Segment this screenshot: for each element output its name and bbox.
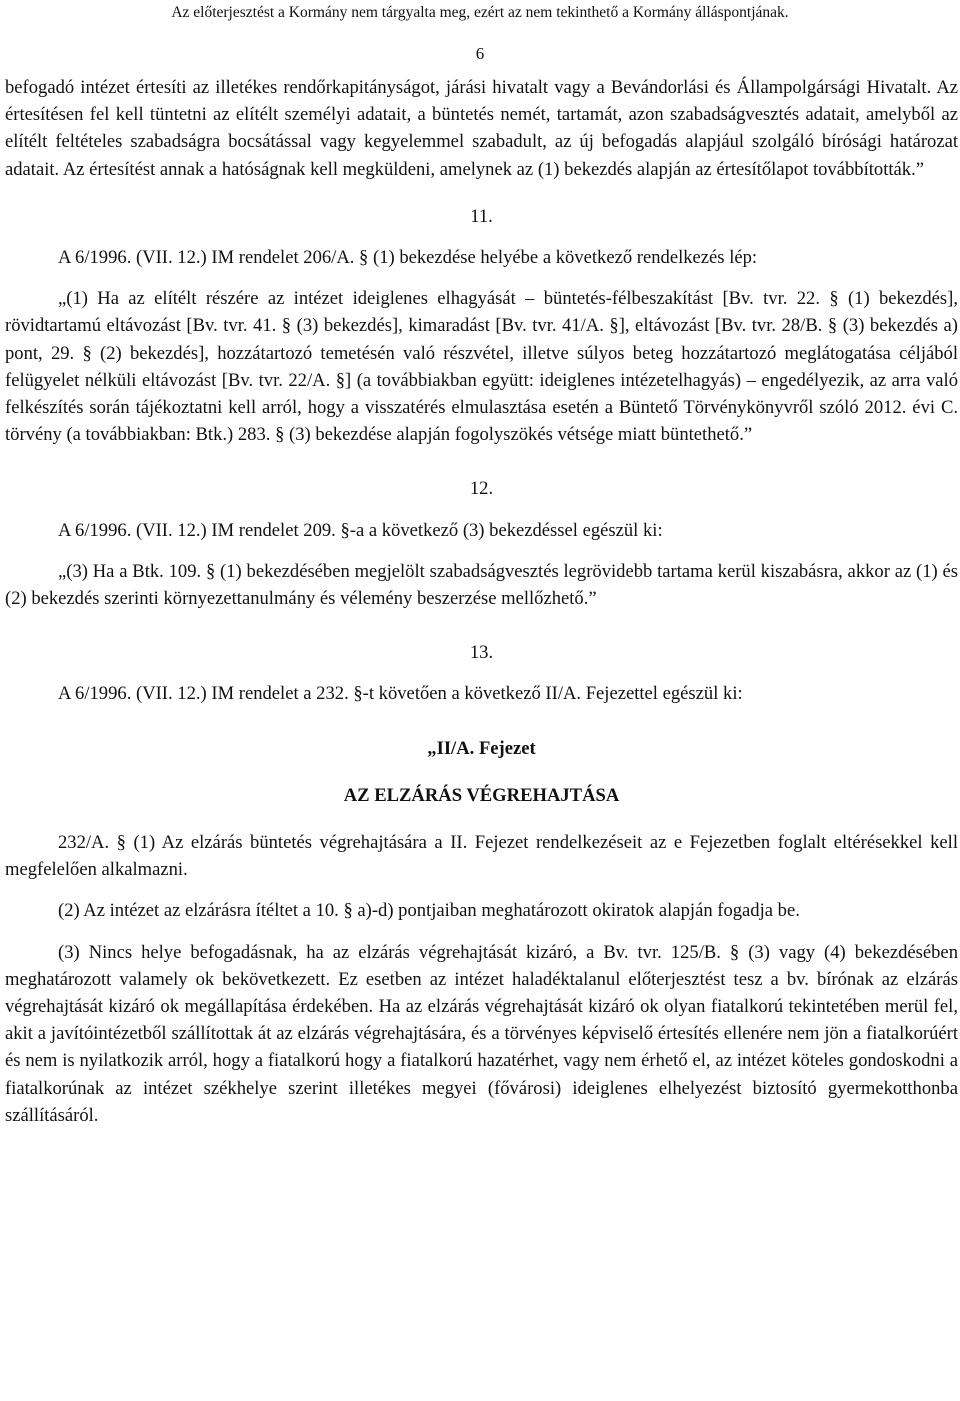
section-12-intro: A 6/1996. (VII. 12.) IM rendelet 209. §-a a következő (3) bekezdéssel egészül ki: [58, 519, 663, 541]
section-13-intro: A 6/1996. (VII. 12.) IM rendelet a 232. §-t követően a következő II/A. Fejezettel egészül ki: [58, 683, 743, 705]
article-232a-paragraph-2: (2) Az intézet az elzárásra ítéltet a 10. § a)-d) pontjaiban meghatározott okiratok alapján fogadja be. [58, 900, 800, 922]
article-232a-paragraph-1: 232/A. § (1) Az elzárás büntetés végrehajtására a II. Fejezet rendelkezéseit az e Fejezetben foglalt eltérésekkel kell megfelelően alkalmazni. [5, 832, 958, 881]
section-11-number: 11. [470, 205, 493, 227]
chapter-heading: „II/A. Fejezet [427, 737, 536, 759]
section-11-text: „(1) Ha az elítélt részére az intézet ideiglenes elhagyását ‒ büntetés-félbeszakítást [Bv. tvr. 22. § (1) bekezdés], rövidtartamú eltávozást [Bv. tvr. 41. § (3) bekezdés], kimaradást [Bv. tvr. 41/A. §], eltávozást [Bv. tvr. 28/B. § (3) bekezdés a) pont, 29. § (2) bekezdés], hozzátartozó temetésén való részvétel, illetve súlyos beteg hozzátartozó meglátogatása céljából felügyelet nélküli eltávozást [Bv. tvr. 22/A. §] (a továbbiakban együtt: ideiglenes intézetelhagyás) ‒ engedélyezik, az arra való felkészítés során tájékoztatni kell arról, hogy a visszatérés elmulasztása esetén a Büntető Törvénykönyvről szóló 2012. évi C. törvény (a továbbiakban: Btk.) 283. § (3) bekezdése alapján fogolyszökés vétsége miatt büntethető.” [5, 288, 958, 446]
draft-notice-header: Az előterjesztést a Kormány nem tárgyalta meg, ezért az nem tekinthető a Kormány álláspontjának. [171, 4, 789, 21]
section-13-number: 13. [469, 642, 494, 664]
document-body [5, 74, 958, 1129]
chapter-title: AZ ELZÁRÁS VÉGREHAJTÁSA [343, 784, 620, 806]
section-12-text: „(3) Ha a Btk. 109. § (1) bekezdésében megjelölt szabadságvesztés legrövidebb tartama kerül kiszabásra, akkor az (1) és (2) bekezdés szerinti környezettanulmány és vélemény beszerzése mellőzhető.” [5, 560, 958, 610]
page-number: 6 [475, 44, 485, 63]
section-11-intro: A 6/1996. (VII. 12.) IM rendelet 206/A. § (1) bekezdése helyébe a következő rendelkezés lép: [58, 247, 758, 269]
article-232a-paragraph-3: (3) Nincs helye befogadásnak, ha az elzárás végrehajtását kizáró, a Bv. tvr. 125/B. § (3) vagy (4) bekezdésében meghatározott valamely ok bekövetkezett. Ez esetben az intézet haladéktalanul előterjesztést tesz a bv. bírónak az elzárás végrehajtását kizáró ok megállapítása érdekében. Ha az elzárás végrehajtását kizáró ok olyan fiatalkorú tekintetében merül fel, akit a javítóintézetből szállítottak át az elzárás végrehajtására, és a törvényes képviselő értesítés ellenére nem jön a fiatalkorúért és nem is nyilatkozik arról, hogy a fiatalkorú hogy a fiatalkorú hazatérhet, vagy nem érhető el, az intézet köteles gondoskodni a fiatalkorúnak az intézet székhelye szerint illetékes megyei (fővárosi) ideiglenes elhelyezést biztosító gyermekotthonba szállításáról. [5, 941, 958, 1126]
paragraph-notification: befogadó intézet értesíti az illetékes rendőrkapitányságot, járási hivatalt vagy a Bevándorlási és Állampolgársági Hivatalt. Az értesítésen fel kell tüntetni az elítélt személyi adatait, a büntetés nemét, tartamát, azon szabadságvesztés adatait, amelyből az elítélt feltételes szabadságra bocsátással vagy kegyelemmel szabadult, az új befogadás alapjául szolgáló bírósági határozat adatait. Az értesítést annak a hatóságnak kell megküldeni, amelynek az (1) bekezdés alapján az értesítőlapot továbbították.” [5, 77, 958, 180]
section-12-number: 12. [469, 478, 494, 500]
